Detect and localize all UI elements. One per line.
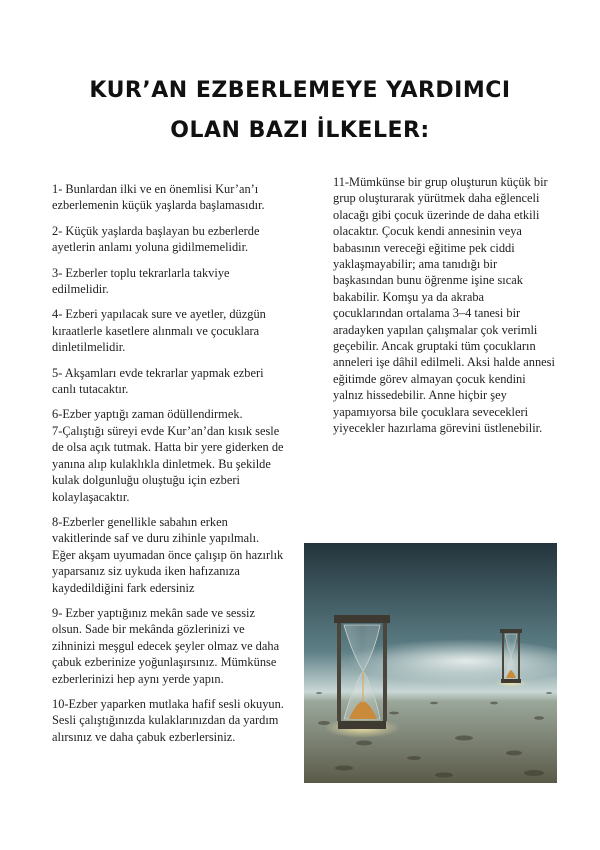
paragraph-6: 6-Ezber yaptığı zaman ödüllendirmek. [52, 407, 243, 422]
page-title-line-1: KUR’AN EZBERLEMEYE YARDIMCI [89, 78, 511, 103]
hourglass-icon [304, 543, 557, 783]
paragraph-4: 4- Ezberi yapılacak sure ve ayetler, düzgün kıraatlerle kasetlere alınmalı ve çocuklara dinletilmelidir. [52, 307, 266, 355]
paragraph-7: 7-Çalıştığı süreyi evde Kur’an’dan kısık sesle de olsa açık tutmak. Hatta bir yere giderken de yanına alıp kulaklıkla dinletmek. Bu şekilde kulak dolgunluğu oluştuğu için ezberi kolaylaşacaktır. [52, 423, 284, 504]
paragraph-2: 2- Küçük yaşlarda başlayan bu ezberlerde ayetlerin anlamı yoluna gidilmemelidir. [52, 223, 260, 255]
page-title-line-2: OLAN BAZI İLKELER: [170, 118, 430, 143]
paragraph-3: 3- Ezberler toplu tekrarlarla takviye edilmelidir. [52, 265, 230, 297]
paragraph-5: 5- Akşamları evde tekrarlar yapmak ezberi canlı tutacaktır. [52, 365, 264, 397]
right-column [333, 174, 555, 446]
paragraph-9: 9- Ezber yaptığınız mekân sade ve sessiz olsun. Sade bir mekânda gözlerinizi ve zihninizi meşgul edecek şeyler olmaz ve daha çabuk ezberinize yoğunlaşırsınız. Mümkünse ezberlerinizi hep aynı yerde yapın. [52, 605, 280, 686]
paragraph-11: 11-Mümkünse bir grup oluşturun küçük bir grup oluşturarak yürütmek daha eğlenceli olacağı gibi çocuk üzerinde de daha etkili olacaktır. Çocuk kendi annesinin veya babasının vereceği eğitime pek ciddi yaklaşmayabilir; ama tanıdığı bir başkasından bunu öğrenme işine sıcak bakabilir. Komşu ya da akraba çocuklarından ortalama 3–4 tanesi bir aradayken yapılan çalışmalar çok verimli geçebilir. Ancak gruptaki tüm çocukların anneleri işe dâhil edilmeli. Aksi halde annesi eğitimde görev almayan çocuk kendini yalnız hissedebilir. Anne hiçbir şey yapamıyorsa bile çocuklara sevecekleri yiyecekler hazırlama görevini üstlenebilir. [333, 175, 555, 436]
paragraph-10: 10-Ezber yaparken mutlaka hafif sesli okuyun. Sesli çalıştığınızda kulaklarınızdan da yardım alırsınız ve daha çabuk ezberlersiniz. [52, 696, 284, 744]
left-column [52, 181, 284, 754]
paragraph-1: 1- Bunlardan ilki ve en önemlisi Kur’an’ı ezberlemenin küçük yaşlarda başlamasıdır. [52, 182, 265, 213]
paragraph-8: 8-Ezberler genellikle sabahın erken vakitlerinde saf ve duru zihinle yapılmalı. Eğer akşam uyumadan önce çalışıp ön hazırlık yaparsanız siz uykuda iken hafızanıza kaydedildiğini fark edersiniz [52, 514, 284, 595]
hourglass-illustration [304, 543, 557, 783]
